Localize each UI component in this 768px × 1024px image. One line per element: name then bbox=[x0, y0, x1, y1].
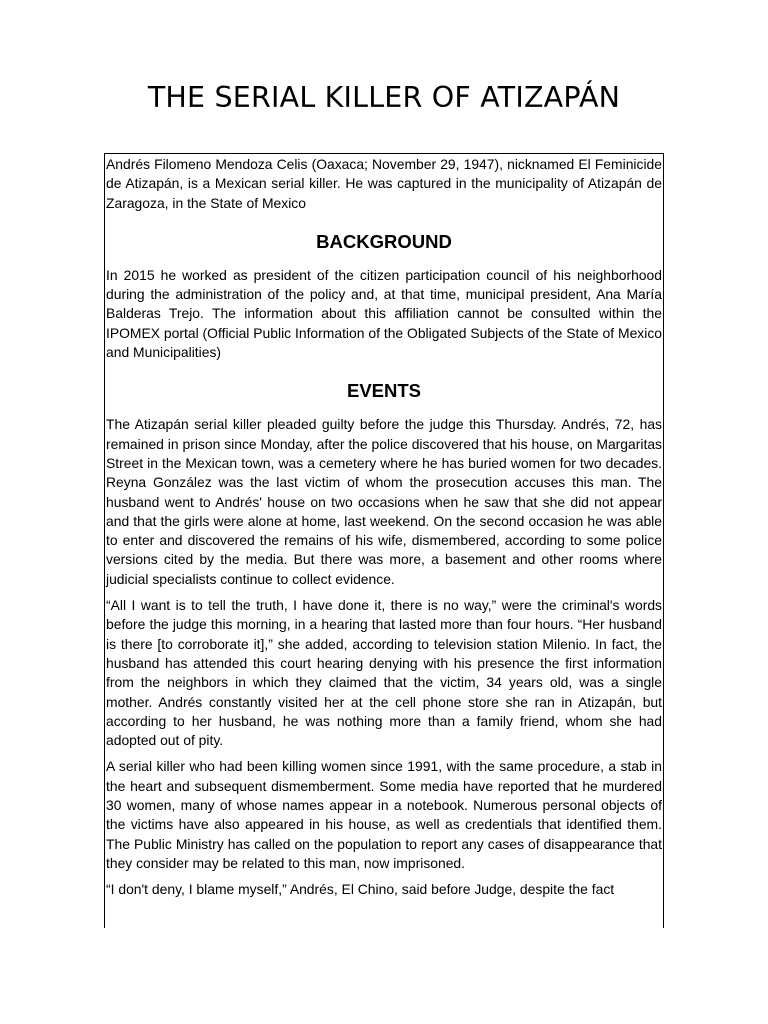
intro-paragraph: Andrés Filomeno Mendoza Celis (Oaxaca; November 29, 1947), nicknamed El Feminicide de Atizapán, is a Mexican serial killer. He was captured in the municipality of Atizapán de Zaragoza, in the State of Mexico bbox=[106, 156, 662, 211]
background-paragraph: In 2015 he worked as president of the citizen participation council of his neighborhood during the administration of the policy and, at that time, municipal president, Ana María Balderas Trejo. The information about this affiliation cannot be consulted within the IPOMEX portal (Official Public Information of the Obligated Subjects of the State of Mexico and Municipalities) bbox=[106, 266, 662, 361]
article-box bbox=[104, 153, 664, 928]
events-paragraph-2: “All I want is to tell the truth, I have done it, there is no way,” were the criminal's words before the judge this morning, in a hearing that lasted more than four hours. “Her husband is there [to corroborate it],” she added, according to television station Milenio. In fact, the husband has attended this court hearing denying with his presence the first information from the neighbors in which they claimed that the victim, 34 years old, was a single mother. Andrés constantly visited her at the cell phone store she ran in Atizapán, but according to her husband, he was nothing more than a family friend, whom she had adopted out of pity. bbox=[106, 597, 662, 749]
events-section bbox=[105, 369, 663, 899]
background-heading: BACKGROUND bbox=[316, 230, 452, 252]
page-title: THE SERIAL KILLER OF ATIZAPÁN bbox=[147, 81, 621, 114]
events-paragraph-1: The Atizapán serial killer pleaded guilty before the judge this Thursday. Andrés, 72, has remained in prison since Monday, after the police discovered that his house, on Margaritas Street in the Mexican town, was a cemetery where he has buried women for two decades. Reyna González was the last victim of whom the prosecution accuses this man. The husband went to Andrés' house on two occasions when he saw that she did not appear and that the girls were alone at home, last weekend. On the second occasion he was able to enter and discovered the remains of his wife, dismembered, according to some police versions cited by the media. But there was more, a basement and other rooms where judicial specialists continue to collect evidence. bbox=[106, 416, 662, 587]
background-section bbox=[105, 220, 663, 362]
article-content bbox=[105, 154, 663, 900]
events-paragraph-3: A serial killer who had been killing women since 1991, with the same procedure, a stab in the heart and subsequent dismemberment. Some media have reported that he murdered 30 women, many of whose names appear in a notebook. Numerous personal objects of the victims have also appeared in his house, as well as credentials that identified them. The Public Ministry has called on the population to report any cases of disappearance that they consider may be related to this man, now imprisoned. bbox=[106, 758, 662, 871]
events-heading: EVENTS bbox=[346, 380, 422, 402]
events-paragraph-4: “I don't deny, I blame myself,” Andrés, El Chino, said before Judge, despite the fact bbox=[106, 881, 615, 898]
